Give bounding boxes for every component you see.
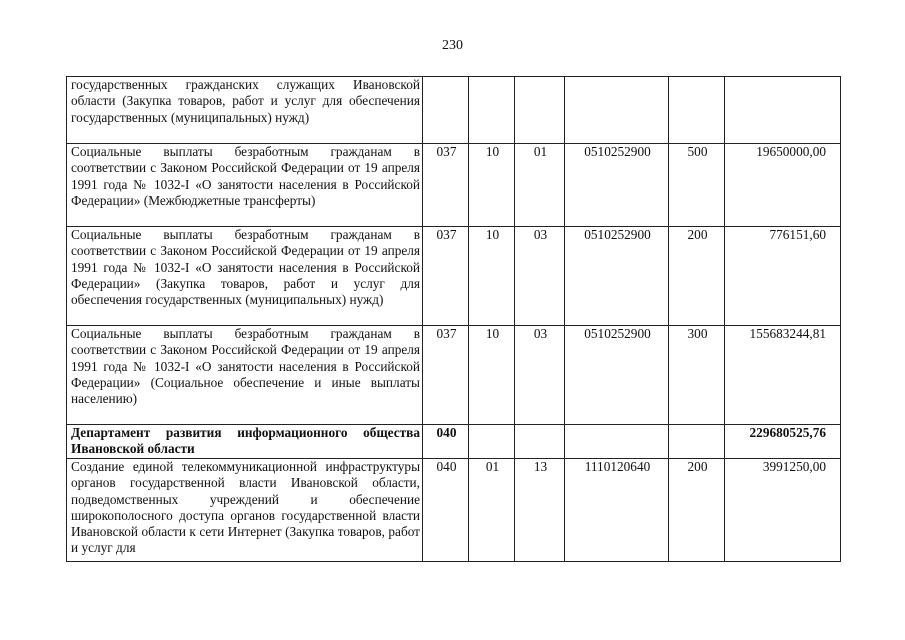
table-row (67, 326, 841, 425)
amount-cell: 776151,60 (725, 227, 841, 326)
subsection-cell: 01 (515, 144, 565, 227)
target-article-cell: 0510252900 (565, 227, 669, 326)
department-code-cell: 037 (423, 326, 469, 425)
target-article-cell (565, 425, 669, 459)
row-name-cell: Создание единой телекоммуникационной инфраструктуры органов государственной власти Ивановской области, подведомственных учреждений и обеспечение широкополосного доступа органов государственной власти Ивановской области к сети Интернет (Закупка товаров, работ и услуг для (67, 459, 423, 562)
subsection-cell (515, 77, 565, 144)
department-code-cell (423, 77, 469, 144)
row-name-cell: Социальные выплаты безработным гражданам в соответствии с Законом Российской Федерации от 19 апреля 1991 года № 1032-I «О занятости населения в Российской Федерации» (Межбюджетные трансферты) (67, 144, 423, 227)
row-name-cell: государственных гражданских служащих Ивановской области (Закупка товаров, работ и услуг для обеспечения государственных (муниципальных) нужд) (67, 77, 423, 144)
expense-type-cell: 500 (669, 144, 725, 227)
table-row (67, 144, 841, 227)
subsection-cell: 03 (515, 326, 565, 425)
amount-cell: 19650000,00 (725, 144, 841, 227)
table-row (67, 77, 841, 144)
target-article-cell (565, 77, 669, 144)
expense-type-cell (669, 77, 725, 144)
expense-type-cell (669, 425, 725, 459)
department-code-cell: 040 (423, 425, 469, 459)
amount-cell: 229680525,76 (725, 425, 841, 459)
row-name-cell: Социальные выплаты безработным гражданам в соответствии с Законом Российской Федерации от 19 апреля 1991 года № 1032-I «О занятости населения в Российской Федерации» (Социальное обеспечение и иные выплаты населению) (67, 326, 423, 425)
section-cell (469, 425, 515, 459)
expense-type-cell: 200 (669, 459, 725, 562)
target-article-cell: 1110120640 (565, 459, 669, 562)
amount-cell (725, 77, 841, 144)
table-row (67, 227, 841, 326)
section-cell: 10 (469, 144, 515, 227)
subsection-cell: 03 (515, 227, 565, 326)
row-name-cell: Социальные выплаты безработным гражданам в соответствии с Законом Российской Федерации от 19 апреля 1991 года № 1032-I «О занятости населения в Российской Федерации» (Закупка товаров, работ и услуг для обеспечения государственных (муниципальных) нужд) (67, 227, 423, 326)
subsection-cell: 13 (515, 459, 565, 562)
expense-type-cell: 300 (669, 326, 725, 425)
department-code-cell: 037 (423, 144, 469, 227)
section-cell: 10 (469, 326, 515, 425)
target-article-cell: 0510252900 (565, 144, 669, 227)
section-cell (469, 77, 515, 144)
expense-type-cell: 200 (669, 227, 725, 326)
row-name-cell: Департамент развития информационного общества Ивановской области (67, 425, 423, 459)
section-cell: 01 (469, 459, 515, 562)
amount-cell: 3991250,00 (725, 459, 841, 562)
table-row-department-total (67, 425, 841, 459)
department-code-cell: 037 (423, 227, 469, 326)
target-article-cell: 0510252900 (565, 326, 669, 425)
budget-table (66, 76, 841, 562)
section-cell: 10 (469, 227, 515, 326)
page-number: 230 (442, 38, 463, 53)
amount-cell: 155683244,81 (725, 326, 841, 425)
table-row (67, 459, 841, 562)
department-code-cell: 040 (423, 459, 469, 562)
subsection-cell (515, 425, 565, 459)
